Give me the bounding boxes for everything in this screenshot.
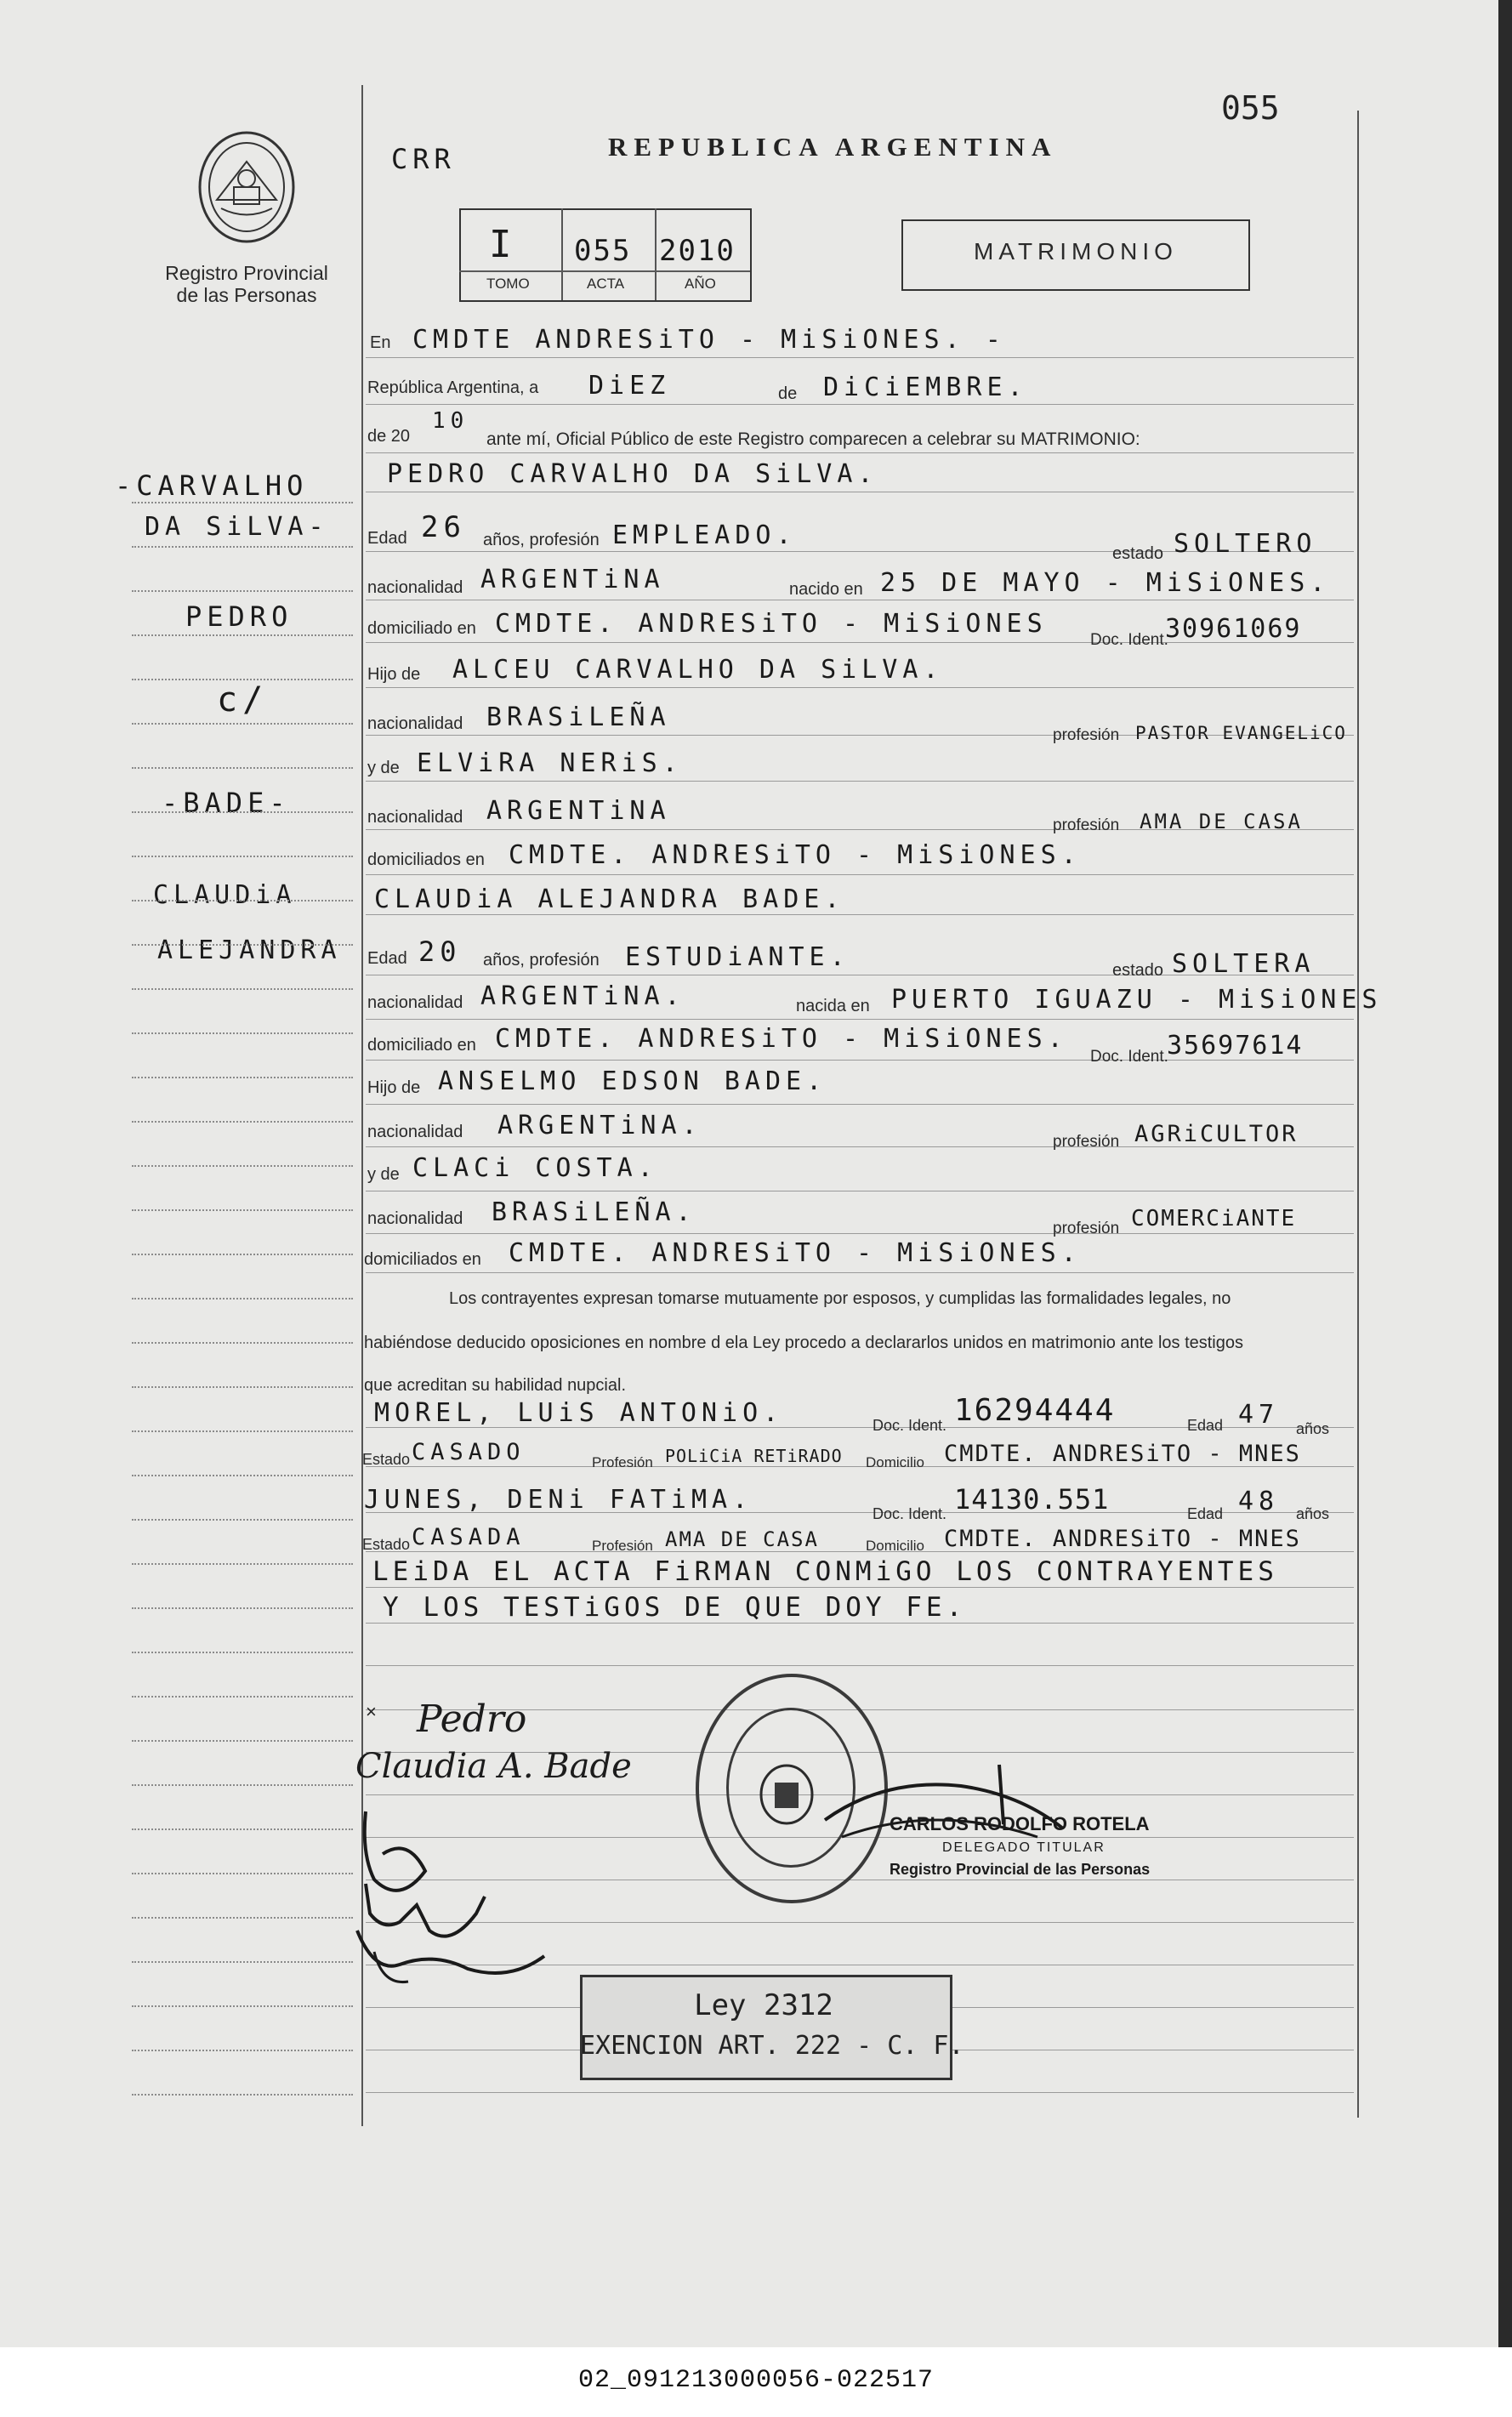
label-profesion: profesión [1053,816,1120,834]
ley-stamp-line2: EXENCION ART. 222 - C. F. [580,2031,964,2061]
label-de: de [778,384,798,403]
entry-groom-father-prof: PASTOR EVANGELiCO [1135,723,1347,743]
entry-bride-nat: ARGENTiNA. [480,981,685,1011]
entry-bride-status: SOLTERA [1172,949,1316,979]
entry-w2-status: CASADA [412,1524,526,1550]
entry-w2-dom: CMDTE. ANDRESiTO - MNES [944,1526,1301,1552]
closing-text-1: LEiDA EL ACTA FiRMAN CONMiGO LOS CONTRAYENTES [372,1556,1278,1587]
form-rule [366,1272,1354,1273]
label-anos: años [1296,1420,1330,1437]
margin-dotted-rule [132,1298,353,1299]
label-y-de: y de [367,759,400,777]
form-rule [366,357,1354,358]
margin-dotted-rule [132,2094,353,2096]
entry-bride-mother: CLACi COSTA. [412,1153,658,1183]
entry-year-suffix: 10 [432,408,469,434]
margin-name2-b: ALEJANDRA [157,936,342,965]
entry-bride-mother-nat: BRASiLEÑA. [492,1197,696,1227]
margin-dotted-rule [132,679,353,680]
label-doc-ident: Doc. Ident. [873,1505,947,1522]
margin-dotted-rule [132,811,353,813]
label-en: En [370,333,391,352]
entry-groom-mother-prof: AMA DE CASA [1140,810,1303,833]
label-anos-profesion: años, profesión [483,531,600,549]
entry-groom-nat: ARGENTiNA [480,565,665,594]
label-estado: estado [1112,961,1164,980]
entry-w1-status: CASADO [412,1439,526,1465]
label-profesion: profesión [1053,726,1120,744]
country-title: REPUBLICA ARGENTINA [608,132,1058,162]
acta-label: ACTA [587,276,625,292]
margin-name1: PEDRO [185,600,293,633]
label-domicilio: Domicilio [866,1454,924,1470]
entry-w1-dom: CMDTE. ANDRESiTO - MNES [944,1441,1301,1467]
signature-pedro: Pedro [417,1698,527,1741]
margin-dotted-rule [132,900,353,901]
entry-bride-father-prof: AGRiCULTOR [1134,1121,1299,1147]
signature-mark: × [366,1701,377,1722]
margin-dotted-rule [132,1430,353,1432]
margin-dotted-rule [132,1475,353,1476]
acta-value: 055 [574,234,632,268]
margin-dotted-rule [132,1342,353,1344]
entry-month: DiCiEMBRE. [823,373,1028,402]
label-anos: años [1296,1505,1330,1522]
label-nacido-en: nacido en [789,580,863,599]
label-doc-ident: Doc. Ident. [873,1417,947,1434]
label-estado: Estado [362,1536,411,1553]
margin-dotted-rule [132,1917,353,1919]
label-ante-mi: ante mí, Oficial Público de este Registro comparecen a celebrar su MATRIMONIO: [486,429,1140,449]
provincial-seal-icon [187,128,306,247]
form-rule [366,687,1354,688]
anio-label: AÑO [685,276,716,292]
label-doc-ident: Doc. Ident. [1090,631,1168,649]
label-y-de: y de [367,1165,400,1184]
entry-groom-father: ALCEU CARVALHO DA SiLVA. [452,655,944,685]
entry-bride-birth: PUERTO IGUAZU - MiSiONES [891,985,1383,1015]
label-profesion: Profesión [592,1538,653,1554]
tomo-value: I [489,223,517,266]
file-id: 02_091213000056-022517 [577,2366,935,2395]
closing-text-2: Y LOS TESTiGOS DE QUE DOY FE. [383,1592,967,1623]
entry-place: CMDTE ANDRESiTO - MiSiONES. - [412,325,1006,355]
entry-bride-prof: ESTUDiANTE. [625,942,850,972]
registry-name-line1: Registro Provincial [165,262,328,284]
entry-groom-father-nat: BRASiLEÑA [486,702,671,732]
entry-groom-status: SOLTERO [1174,529,1317,559]
form-rule [366,1019,1354,1020]
box-divider [655,208,657,300]
margin-connector: c/ [217,680,269,719]
entry-groom-name: PEDRO CARVALHO DA SiLVA. [387,459,878,489]
label-edad: Edad [367,949,407,968]
entry-groom-mother: ELViRA NERiS. [417,748,683,778]
margin-dotted-rule [132,502,353,503]
label-nacionalidad: nacionalidad [367,714,463,733]
form-rule [366,874,1354,875]
label-edad: Edad [1187,1505,1224,1522]
stamp-emblem-icon [753,1760,821,1828]
margin-dotted-rule [132,1121,353,1123]
right-margin-line [1357,111,1359,2118]
label-nacionalidad: nacionalidad [367,1123,463,1141]
margin-dotted-rule [132,1961,353,1963]
form-rule [366,781,1354,782]
margin-surname1-a: -CARVALHO [115,469,309,502]
signature-claudia: Claudia A. Bade [355,1747,632,1786]
crr-mark: CRR [391,143,456,175]
margin-dotted-rule [132,723,353,725]
form-rule [366,914,1354,915]
margin-surname2: -BADE- [162,787,291,819]
entry-bride-father-nat: ARGENTiNA. [497,1111,702,1140]
label-doc-ident: Doc. Ident. [1090,1048,1168,1066]
label-nacionalidad: nacionalidad [367,1209,463,1228]
box-divider [561,208,563,300]
label-nacionalidad: nacionalidad [367,808,463,827]
entry-bride-mother-prof: COMERCiANTE [1131,1206,1297,1231]
label-domicilio: Domicilio [866,1538,924,1554]
label-domiciliado-en: domiciliado en [367,1036,476,1055]
entry-groom-birth: 25 DE MAYO - MiSiONES. [880,568,1331,598]
label-anos-profesion: años, profesión [483,951,600,970]
form-rule [366,2092,1354,2093]
entry-w2-name: JUNES, DENi FATiMA. [364,1485,753,1515]
margin-surname1-b: DA SiLVA- [145,512,329,542]
entry-w1-doc: 16294444 [954,1393,1116,1428]
entry-w2-prof: AMA DE CASA [665,1527,819,1551]
label-nacida-en: nacida en [796,997,870,1015]
margin-dotted-rule [132,944,353,946]
form-rule [366,452,1354,453]
tomo-label: TOMO [486,276,530,292]
entry-bride-father: ANSELMO EDSON BADE. [438,1066,827,1096]
act-type: MATRIMONIO [974,238,1178,264]
label-domiciliados-en: domiciliados en [364,1250,481,1269]
legal-text-2: habiéndose deducido oposiciones en nombre d ela Ley procedo a declararlos unidos en matrimonio ante los testigos [364,1334,1243,1352]
form-rule [366,1104,1354,1105]
label-profesion: profesión [1053,1220,1120,1237]
margin-dotted-rule [132,1607,353,1609]
entry-groom-age: 26 [421,510,466,544]
margin-dotted-rule [132,1828,353,1830]
entry-w1-name: MOREL, LUiS ANTONiO. [374,1398,784,1428]
label-domiciliados-en: domiciliados en [367,850,485,869]
label-edad: Edad [1187,1417,1224,1434]
entry-bride-name: CLAUDiA ALEJANDRA BADE. [374,884,845,914]
label-republica: República Argentina, a [367,378,539,397]
margin-dotted-rule [132,1652,353,1653]
label-profesion: profesión [1053,1133,1120,1151]
margin-dotted-rule [132,1873,353,1874]
margin-dotted-rule [132,1165,353,1167]
form-rule [366,1233,1354,1234]
form-rule [366,404,1354,405]
label-estado: Estado [362,1451,411,1468]
form-rule [366,1587,1354,1588]
official-office: Registro Provincial de las Personas [890,1861,1151,1878]
entry-groom-doc: 30961069 [1165,614,1302,644]
margin-dotted-rule [132,1254,353,1255]
margin-dotted-rule [132,2050,353,2051]
entry-day: DiEZ [588,371,671,401]
label-edad: Edad [367,529,407,548]
label-de20: de 20 [367,427,411,446]
margin-dotted-rule [132,590,353,592]
label-nacionalidad: nacionalidad [367,578,463,597]
margin-name2-a: CLAUDiA [153,880,297,910]
margin-dotted-rule [132,2005,353,2007]
label-hijo-de: Hijo de [367,1078,421,1097]
margin-dotted-rule [132,1740,353,1742]
legal-text-3: que acreditan su habilidad nupcial. [364,1376,626,1395]
margin-dotted-rule [132,767,353,769]
ley-stamp-line1: Ley 2312 [694,1988,833,2022]
official-title: DELEGADO TITULAR [942,1840,1106,1855]
label-nacionalidad: nacionalidad [367,993,463,1012]
entry-bride-doc: 35697614 [1167,1031,1304,1061]
form-rule [366,1665,1354,1666]
margin-dotted-rule [132,988,353,990]
margin-dotted-rule [132,856,353,857]
legal-text-1: Los contrayentes expresan tomarse mutuamente por esposos, y cumplidas las formalidades legales, no [449,1289,1231,1308]
margin-dotted-rule [132,1563,353,1565]
entry-groom-dom: CMDTE. ANDRESiTO - MiSiONES [495,609,1048,639]
page-number: 055 [1221,89,1280,127]
entry-groom-prof: EMPLEADO. [612,520,797,550]
margin-dotted-rule [132,1077,353,1078]
label-domiciliado-en: domiciliado en [367,619,476,638]
official-name: CARLOS RODOLFO ROTELA [890,1813,1150,1834]
witness-signatures-icon [349,1803,570,1999]
margin-dotted-rule [132,1032,353,1034]
margin-dotted-rule [132,1519,353,1521]
entry-w2-age: 48 [1238,1487,1280,1516]
registry-name-line2: de las Personas [176,284,317,306]
entry-bride-dom: CMDTE. ANDRESiTO - MiSiONES. [495,1024,1068,1054]
anio-value: 2010 [659,234,736,268]
margin-dotted-rule [132,546,353,548]
entry-w1-prof: POLiCiA RETiRADO [665,1446,843,1466]
label-profesion: Profesión [592,1454,653,1470]
margin-dotted-rule [132,1696,353,1698]
margin-dotted-rule [132,1784,353,1786]
entry-w2-doc: 14130.551 [954,1483,1110,1516]
entry-bride-parents-dom: CMDTE. ANDRESiTO - MiSiONES. [509,1238,1082,1268]
margin-dotted-rule [132,634,353,636]
entry-groom-mother-nat: ARGENTiNA [486,796,671,826]
margin-dotted-rule [132,1386,353,1388]
box-label-rule [459,270,750,272]
margin-dotted-rule [132,1209,353,1211]
label-hijo-de: Hijo de [367,665,421,684]
entry-bride-age: 20 [418,936,462,968]
form-rule [366,1623,1354,1624]
entry-groom-parents-dom: CMDTE. ANDRESiTO - MiSiONES. [509,840,1082,870]
book-binding-edge [1498,0,1512,2417]
entry-w1-age: 47 [1238,1400,1280,1430]
label-estado: estado [1112,544,1164,563]
